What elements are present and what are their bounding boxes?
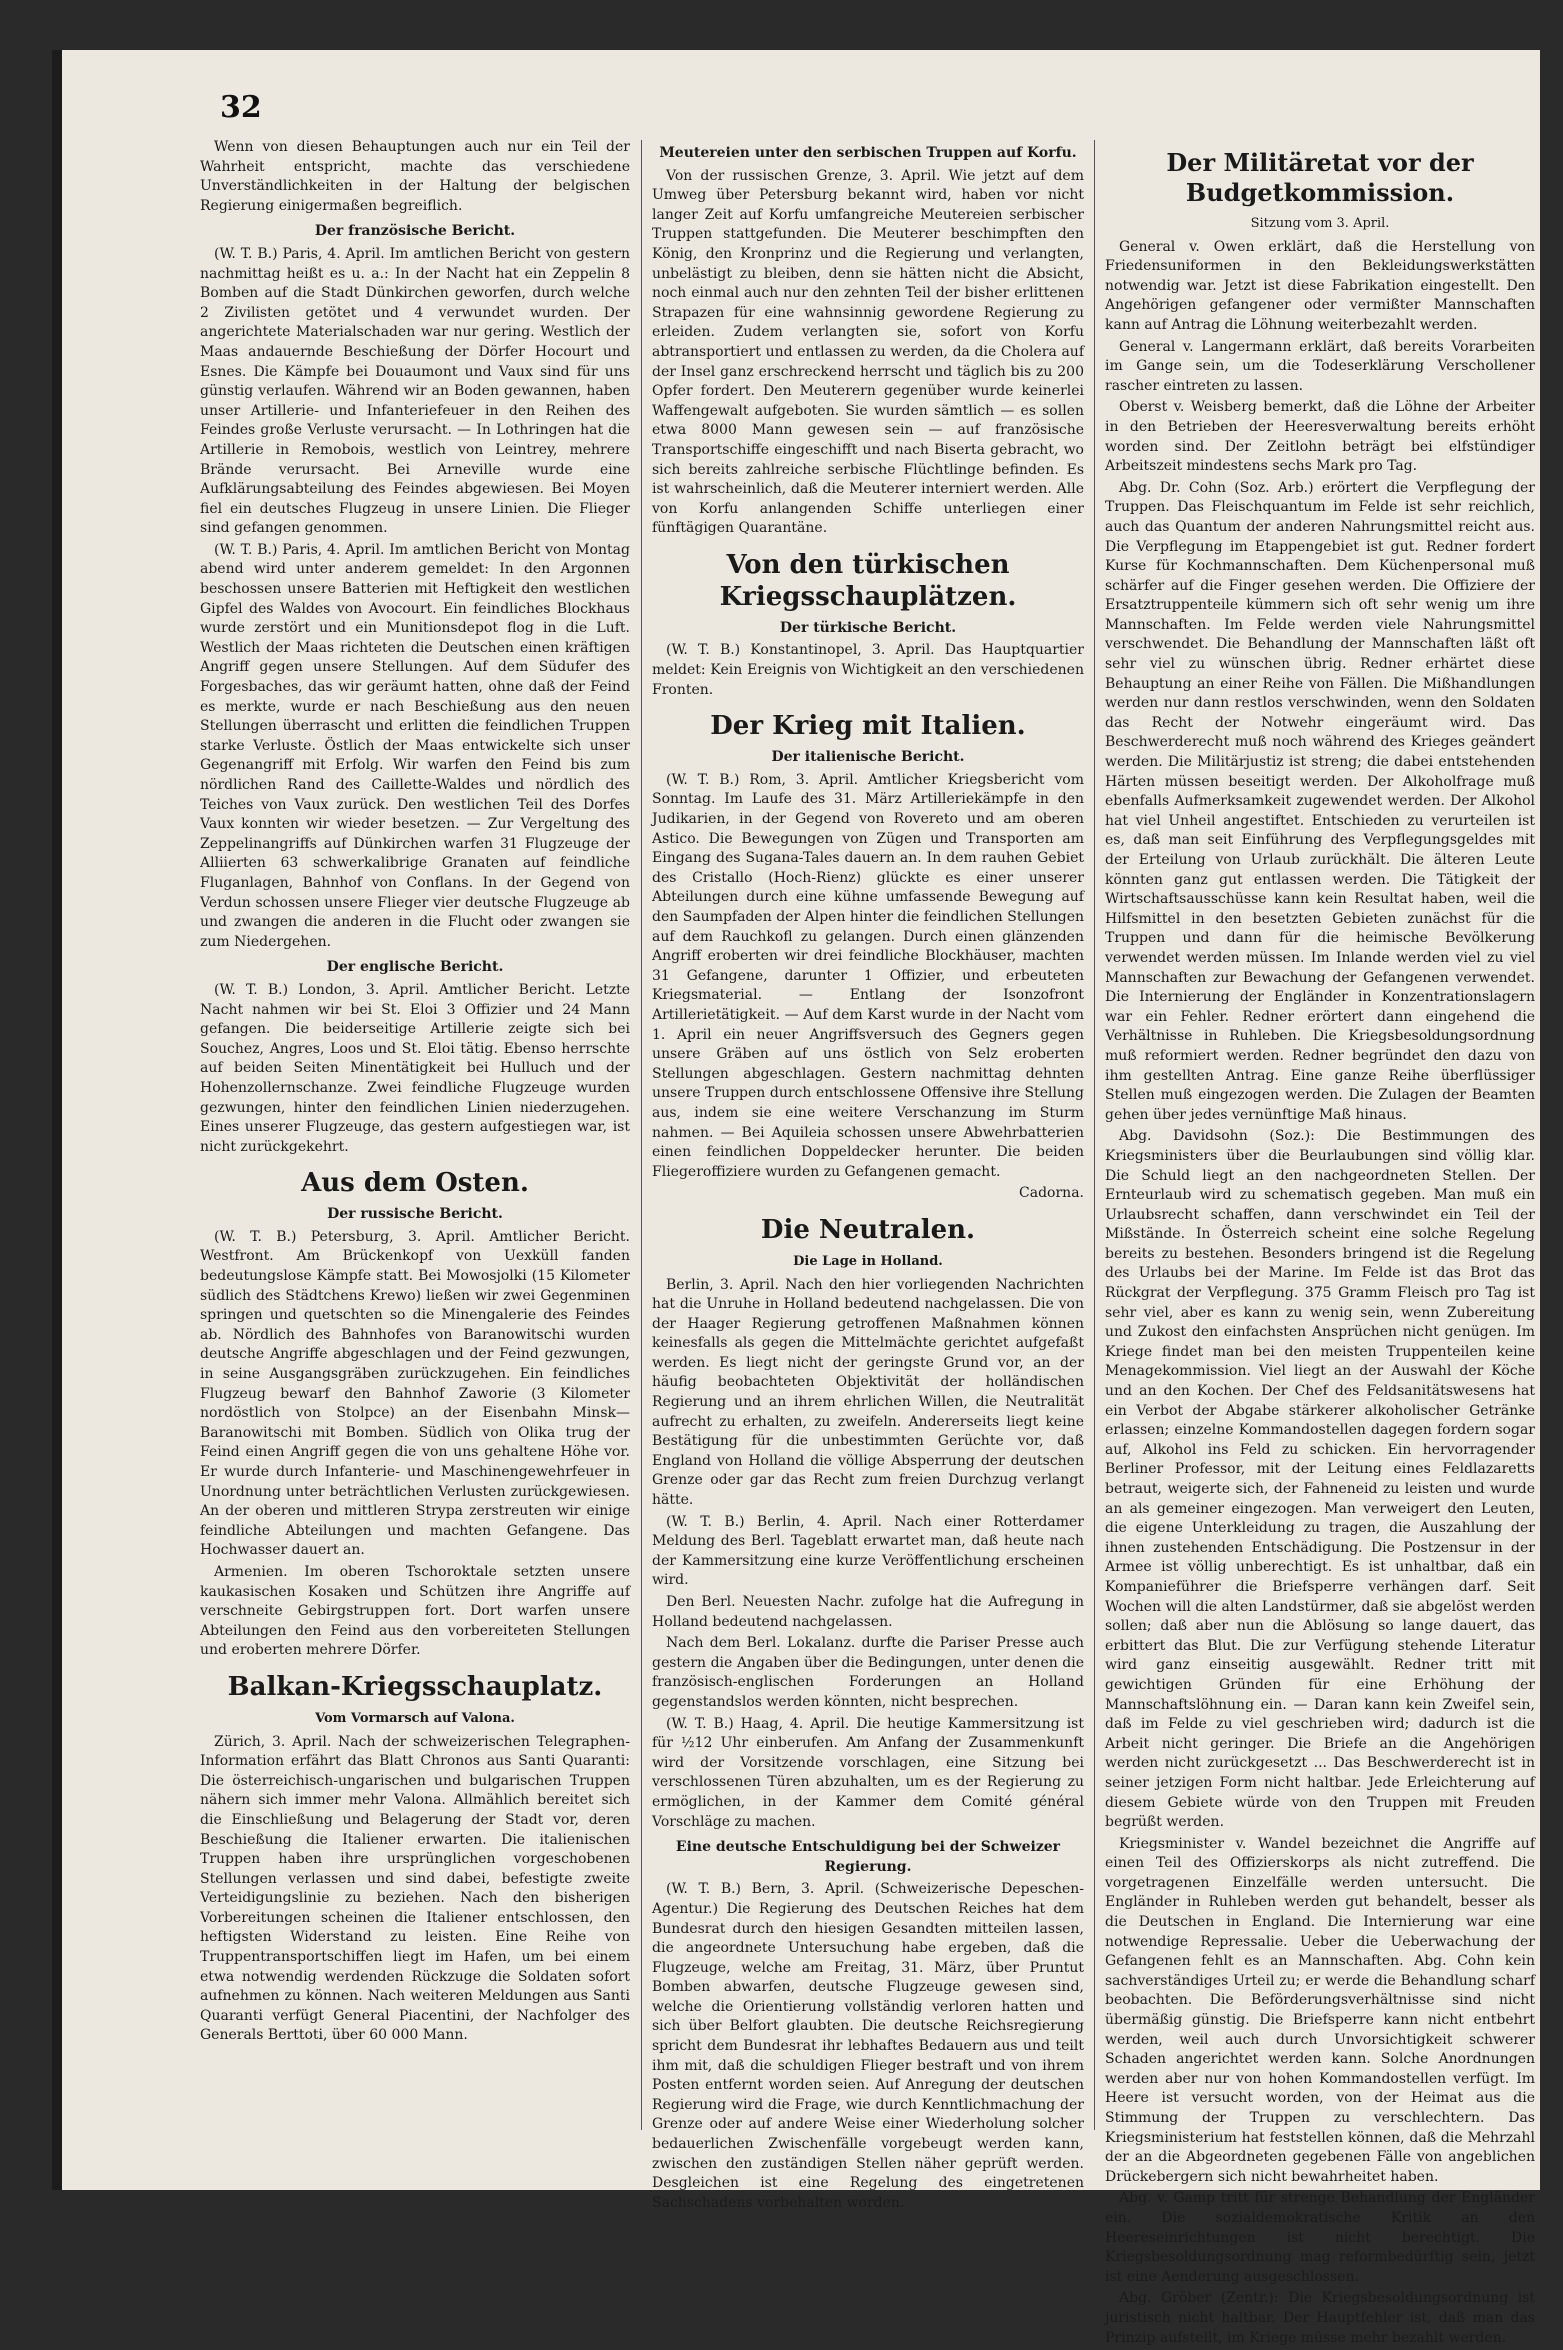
session-subheading: Sitzung vom 3. April. (1250, 216, 1390, 231)
article-paragraph: (W. T. B.) Konstantinopel, 3. April. Das Hauptquartier meldet: Kein Ereignis von Wichtigkeit an den verschiedenen Fronten. (652, 642, 1084, 698)
column-rule (641, 140, 642, 2130)
section-title-italy: Der Krieg mit Italien. (710, 711, 1026, 742)
article-paragraph: Abg. v. Gamp tritt für strenge Behandlung der Engländer ein. Die sozialdemokratische Kritik an den Heereseinrichtungen ist nicht berechtigt. Die Kriegsbesoldungsordnung mag reformbedürftig sein, jetzt ist eine Aenderung ausgeschlossen. (1105, 2190, 1535, 2285)
column-middle (652, 138, 1084, 2215)
article-paragraph: Kriegsminister v. Wandel bezeichnet die Angriffe auf einen Teil des Offizierskorps als nicht zutreffend. Die vorgetragenen Einzelfälle werden untersucht. Die Engländer in Ruhleben werden gut behandelt, besser als die Deutschen in England. Die Internierung war eine notwendige Repressalie. Ueber die Ueberwachung der Gefangenen fehlt es an Mannschaften. Abg. Cohn kein sachverständiges Urteil zu; er werde die Behandlung scharf beobachten. Die Beförderungsverhältnisse sind nicht übermäßig günstig. Die Briefsperre kann nicht entbehrt werden, weil auch durch Unvorsichtigkeit schwerer Schaden angerichtet werden kann. Solche Anordnungen werden aber nur von hohen Kommandostellen verfügt. Im Heere ist versucht worden, von der Heimat aus die Stimmung der Truppen zu verschlechtern. Das Kriegsministerium hat feststellen können, daß die Mehrzahl der an die Abgeordneten gegebenen Fälle von angeblichen Drückebergern sich nicht bewahrheitet haben. (1105, 1835, 1535, 2185)
column-right (1105, 138, 1535, 2350)
article-paragraph: Abg. Davidsohn (Soz.): Die Bestimmungen des Kriegsministers über die Beurlaubungen sind völlig klar. Die Schuld liegt an den nachgeordneten Stellen. Der Ernteurlaub wird zu schematisch gegeben. Man muß ein Urlaubsrecht schaffen, dann verschwindet ein Teil der Mißstände. In Österreich scheint eine solche Regelung bereits zu bestehen. Besonders bringend ist die Regelung des Urlaubs bei der Marine. Im Felde ist das Brot das Rückgrat der Verpflegung. 375 Gramm Fleisch pro Tag ist sehr viel, aber es kann zu wenig sein, wenn Zubereitung und Zukost den einfachsten Ansprüchen nicht genügen. Im Kriege findet man bei den meisten Truppenteilen keine Menagekommission. Viel liegt an der Auswahl der Köche und an den Kochen. Der Chef des Feldsanitätswesens hat ein Verbot der Abgabe stärkerer alkoholischer Getränke erlassen; einzelne Kommandostellen dagegen fordern sogar auf, Alkohol ins Feld zu schicken. Ein hervorragender Berliner Professor, mit der Leitung eines Feldlazaretts betraut, weigerte sich, der Fahneneid zu leisten und wurde an als gemeiner eingezogen. Man verweigert den Leuten, die eigene Unterkleidung zu tragen, die Auszahlung der ihnen zustehenden Entschädigung. Die Postzensur in der Armee ist völlig unberechtigt. Es ist unhaltbar, daß ein Kompanieführer die Briefsperre verhängen darf. Seit Wochen will die alten Landstürmer, daß sie abgelöst werden sollen; daß aber nun die Ablösung so lange dauert, das erbittert das Blut. Die zur Verfügung stehende Literatur wird ganz einseitig ausgewählt. Redner tritt mit gewichtigen Gründen für eine Erhöhung der Mannschaftslöhnung ein. — Daran kann kein Zweifel sein, daß im Felde zu viel geschrieben wird; dadurch ist die Arbeit nicht geringer. Die Briefe an die Angehörigen werden nicht zurückgesetzt ... Das Beschwerderecht ist in seiner jetzigen Form nicht haltbar. Jede Erleichterung auf diesem Gebiete würde von den Truppen mit Freuden begrüßt werden. (1105, 1128, 1535, 1831)
article-paragraph: Von der russischen Grenze, 3. April. Wie jetzt auf dem Umweg über Petersburg bekannt wird, haben vor nicht langer Zeit auf Korfu umfangreiche Meutereien serbischer Truppen stattgefunden. Die Meuterer beschimpften den König, den Kronprinz und die Regierung und verlangten, unbelästigt zu bleiben, denn sie hätten nicht die Absicht, noch einmal auch nur den zehnten Teil der bisher erlittenen Strapazen für eine wahnsinnig gewordene Regierung zu erleiden. Zudem verlangten sie, sofort von Korfu abtransportiert und entlassen zu werden, da die Cholera auf der Insel ganz erschreckend herrscht und täglich bis zu 200 Opfer fordert. Den Meuterern gegenüber wurde keinerlei Waffengewalt aufgeboten. Sie wurden sämtlich — es sollen etwa 8000 Mann gewesen sein — auf französische Transportschiffe eingeschifft und nach Biserta gebracht, wo sich bereits zahlreiche serbische Flüchtlinge befinden. Es ist wahrscheinlich, daß die Meuterer interniert werden. Alle von Korfu anlangenden Schiffe unterliegen einer fünftägigen Quarantäne. (652, 167, 1084, 537)
english-report-heading: Der englische Bericht. (326, 959, 504, 976)
article-paragraph: Berlin, 3. April. Nach den hier vorliegenden Nachrichten hat die Unruhe in Holland bedeutend nachgelassen. Die von der Haager Regierung getroffenen Maßnahmen können keinesfalls als gegen die Mittelmächte gerichtet aufgefaßt werden. Es liegt nicht der geringste Grund vor, an der häufig beobachteten Objektivität der holländischen Regierung und an ihrem ehrlichen Willen, die Neutralität aufrecht zu erhalten, zu zweifeln. Andererseits liegt keine Bestätigung für die unbestimmten Gerüchte vor, daß England von Holland die völlige Absperrung der deutschen Grenze oder gar das Recht zum freien Durchzug verlangt hätte. (652, 1276, 1084, 1509)
turkish-report-heading: Der türkische Bericht. (779, 619, 957, 636)
article-paragraph: (W. T. B.) Bern, 3. April. (Schweizerische Depeschen-Agentur.) Die Regierung des Deutschen Reiches hat dem Bundesrat durch den hiesigen Gesandten mitteilen lassen, die angeordnete Untersuchung habe ergeben, daß die Flugzeuge, welche am Freitag, 31. März, über Pruntut Bomben abwarfen, deutsche Flugzeuge gewesen sind, welche die Orientierung vollständig verloren hatten und sich über Belfort glaubten. Die deutsche Reichsregierung spricht dem Bundesrat ihr lebhaftes Bedauern aus und teilt ihm mit, daß die schuldigen Flieger bestraft und von ihrem Posten entfernt worden seien. Auf Anregung der deutschen Regierung wird die Frage, wie durch Kenntlichmachung der Grenze oder auf andere Weise einer Wiederholung solcher bedauerlichen Zwischenfälle vorgebeugt werden kann, zwischen den zuständigen Stellen näher geprüft werden. Desgleichen ist eine Regelung des eingetretenen Sachschadens vorbehalten worden. (652, 1881, 1084, 2211)
newspaper-page (52, 50, 1540, 2346)
section-title-turkish: Von den türkischen Kriegsschauplätzen. (719, 549, 1017, 612)
article-paragraph: General v. Owen erklärt, daß die Herstellung von Friedensuniformen in den Bekleidungswerkstätten notwendig war. Jetzt ist diese Fabrikation eingestellt. Den Angehörigen gefangener oder vermißter Mannschaften kann auf Antrag die Löhnung weiterbezahlt werden. (1105, 238, 1535, 333)
article-paragraph: Zürich, 3. April. Nach der schweizerischen Telegraphen-Information erfährt das Blatt Chronos aus Santi Quaranti: Die österreichisch-ungarischen und bulgarischen Truppen nähern sich immer mehr Valona. Allmählich bereitet sich die Einschließung und Belagerung der Stadt vor, deren Beschießung die Italiener erwarten. Die italienischen Truppen haben ihre ursprünglichen vorgeschobenen Stellungen verlassen und sind dabei, befestigte zweite Verteidigungslinie zu beziehen. Nach den bisherigen Vorbereitungen scheinen die Italiener entschlossen, den heftigsten Widerstand zu leisten. Eine Reihe von Truppentransportschiffen liegt im Hafen, um bei einem etwa notwendig werdenden Rückzuge die Soldaten sofort aufnehmen zu können. Nach weiteren Meldungen aus Santi Quaranti verfügt General Piacentini, der Nachfolger des Generals Berttoti, über 60 000 Mann. (200, 1733, 630, 2044)
section-title-balkan: Balkan-Kriegsschauplatz. (227, 1671, 603, 1702)
russian-report-heading: Der russische Bericht. (327, 1206, 503, 1223)
page-binding-edge (52, 50, 62, 2190)
article-paragraph: (W. T. B.) Petersburg, 3. April. Amtlicher Bericht. Westfront. Am Brückenkopf von Uexküll fanden bedeutungslose Kämpfe statt. Bei Mowosjolki (15 Kilometer südlich des Städtchens Krewo) ließen wir zwei Gegenminen springen und quetschten so die Minengalerie des Feindes ab. Nördlich des Bahnhofes von Baranowitschi wurden deutsche Angriffe abgeschlagen und der Feind gezwungen, in seine Ausgangsgräben zurückzugehen. Ein feindliches Flugzeug bewarf den Bahnhof Zaworie (3 Kilometer nordöstlich von Stolpce) an der Eisenbahn Minsk—Baranowitschi mit Bomben. Südlich von Olika trug der Feind einen Angriff gegen die von uns gehaltene Höhe vor. Er wurde durch Infanterie- und Maschinengewehrfeuer in Unordnung unter beträchtlichen Verlusten zurückgewiesen. An der oberen und mittleren Strypa zerstreuten wir einige feindliche Abteilungen und machten Gefangene. Das Hochwasser dauert an. (200, 1228, 630, 1559)
balkan-subheading: Vom Vormarsch auf Valona. (315, 1710, 515, 1726)
article-paragraph: (W. T. B.) Paris, 4. April. Im amtlichen Bericht von Montag abend wird unter anderem gemeldet: In den Argonnen beschossen unsere Batterien mit Heftigkeit den westlichen Gipfel des Waldes von Avocourt. Ein feindliches Blockhaus wurde zerstört und ein Munitionsdepot flog in die Luft. Westlich der Maas richteten die Deutschen einen kräftigen Angriff gegen unsere Stellungen. Auf dem Südufer des Forgesbaches, das wir geräumt hatten, ohne daß der Feind es merkte, wurde er nach Beschießung aus den neuen Stellungen überrascht und erlitten die feindlichen Truppen starke Verluste. Östlich der Maas entwickelte sich unser Gegenangriff mit Erfolg. Wir warfen den Feind bis zum nördlichen Rand des Caillette-Waldes und nördlich des Teiches von Vaux zurück. Den westlichen Teil des Dorfes Vaux konnten wir wieder besetzen. — Zur Vergeltung des Zeppelinangriffs auf Dünkirchen warfen 31 Flugzeuge der Alliierten 63 schwerkalibrige Granaten auf feindliche Fluganlagen, Bahnhof von Conflans. In der Gegend von Verdun schossen unsere Flieger vier deutsche Flugzeuge ab und zwangen die anderen in die Flucht oder zwangen sie zum Niedergehen. (200, 541, 630, 950)
intro-paragraph: Wenn von diesen Behauptungen auch nur ein Teil der Wahrheit entspricht, machte das verschiedene Unverständlichkeiten in der Haltung der belgischen Regierung einigermaßen begreiflich. (200, 139, 630, 214)
signature: Cadorna. (1019, 1185, 1084, 1202)
article-paragraph: Abg. Dr. Cohn (Soz. Arb.) erörtert die Verpflegung der Truppen. Das Fleischquantum im Felde ist sehr reichlich, auch das Quantum der anderen Nahrungsmittel reicht aus. Die Verpflegung im Etappengebiet ist gut. Redner fordert Kurse für Kochmannschaften. Dem Küchenpersonal muß schärfer auf die Finger gesehen werden. Die Offiziere der Ersatztruppenteile kümmern sich oft sehr wenig um ihre Mannschaften. Im Felde werden viele Nahrungsmittel verschwendet. Die Behandlung der Mannschaften läßt oft sehr viel zu wünschen übrig. Redner erhärtet diese Behauptung an einer Reihe von Fällen. Die Mißhandlungen werden nur dann restlos verschwinden, wenn den Soldaten das Recht der Notwehr eingeräumt wird. Das Beschwerderecht muß noch während des Krieges geändert werden. Die Militärjustiz ist streng; die dabei entstehenden Härten müssen beseitigt werden. Der Alkoholfrage muß ebenfalls Aufmerksamkeit zugewendet werden. Der Alkohol hat viel Unheil angestiftet. Entschieden zu verurteilen ist es, daß man seit Einführung des Verpflegungsgeldes mit der Erteilung von Urlaub zurückhält. Die älteren Leute könnten ganz gut entlassen werden. Die Tätigkeit der Wirtschaftsausschüsse kann kein Resultat haben, weil die Hilfsmittel in den besetzten Gebieten zunächst für die Truppen und dann für die heimische Bevölkerung verwendet werden müssen. Im Inlande werden viel zu viel Mannschaften zur Bewachung der Gefangenen verwendet. Die Internierung der Engländer in Konzentrationslagern war ein Fehler. Redner erörtert dann eingehend die Verhältnisse in Ruhleben. Die Kriegsbesoldungsordnung muß reformiert werden. Redner begründet den dazu von ihm gestellten Antrag. Eine ganze Reihe überflüssiger Stellen muß eingezogen werden. Die Zulagen der Beamten gehen über jedes vernünftige Maß hinaus. (1105, 479, 1535, 1123)
article-paragraph: Oberst v. Weisberg bemerkt, daß die Löhne der Arbeiter in den Betrieben der Heeresverwaltung bereits erhöht worden sind. Der Zeitlohn beträgt bei elfstündiger Arbeitszeit mindestens sechs Mark pro Tag. (1105, 399, 1535, 475)
page-number: 32 (220, 90, 262, 125)
article-paragraph: General v. Langermann erklärt, daß bereits Vorarbeiten im Gange sein, um die Todeserklärung Verschollener rascher eintreten zu lassen. (1105, 338, 1535, 394)
article-paragraph: Armenien. Im oberen Tschoroktale setzten unsere kaukasischen Kosaken und Schützen ihre Angriffe auf verschneite Gebirgstruppen fort. Dort warfen unsere Abteilungen den Feind aus den vorbereiteten Stellungen und eroberten mehrere Dörfer. (200, 1563, 630, 1659)
article-paragraph: (W. T. B.) London, 3. April. Amtlicher Bericht. Letzte Nacht nahmen wir bei St. Eloi 3 Offizier und 24 Mann gefangen. Die beiderseitige Artillerie zeigte sich bei Souchez, Angres, Loos und St. Eloi tätig. Ebenso herrschte auf beiden Seiten Minentätigkeit bei Hulluch und der Hohenzollernschanze. Zwei feindliche Flugzeuge wurden gezwungen, hinter den feindlichen Linien niederzugehen. Eines unserer Flugzeuge, das gestern aufgestiegen war, ist nicht zurückgekehrt. (200, 981, 630, 1155)
section-title-military-budget: Der Militäretat vor der Budgetkommission. (1166, 148, 1474, 207)
article-paragraph: Abg. Gröber (Zentr.): Die Kriegsbesoldungsordnung ist juristisch nicht haltbar. Der Hauptfehler ist, daß man das Prinzip aufstellt, im Kriege müsse mehr bezahlt werden. (1105, 2290, 1535, 2346)
article-paragraph: (W. T. B.) Rom, 3. April. Amtlicher Kriegsbericht vom Sonntag. Im Laufe des 31. März Artilleriekämpfe in den Judikarien, in der Gegend von Rovereto und am oberen Astico. Die Bewegungen von Zügen und Transporten am Eingang des Sugana-Tales dauern an. In dem rauhen Gebiet des Cristallo (Hoch-Rienz) glückte es einer unserer Abteilungen durch eine kühne umfassende Bewegung auf den Saumpfaden der Alpen hinter die feindlichen Stellungen auf dem Rauchkofl zu gelangen. Durch einen glänzenden Angriff eroberten wir drei feindliche Blockhäuser, machten 31 Gefangene, darunter 1 Offizier, und erbeuteten Kriegsmaterial. — Entlang der Isonzofront Artillerietätigkeit. — Auf dem Karst wurde in der Nacht vom 1. April ein neuer Angriffsversuch des Gegners gegen unsere Gräben auf uns östlich von Selz eroberten Stellungen abgeschlagen. Gestern nachmittag dehnten unsere Truppen durch entschlossene Offensive ihre Stellung aus, indem sie eine weitere Verschanzung im Sturm nahmen. — Bei Aquileia schossen unsere Abwehrbatterien einen feindlichen Doppeldecker herunter. Die beiden Fliegeroffiziere wurden zu Gefangenen gemacht. (652, 771, 1084, 1180)
column-rule (1094, 140, 1095, 2130)
article-paragraph: (W. T. B.) Haag, 4. April. Die heutige Kammersitzung ist für ½12 Uhr einberufen. Am Anfang der Zusammenkunft wird der Vorsitzende vorschlagen, eine Sitzung bei verschlossenen Türen abzuhalten, um es der Regierung zu ermöglichen, in der Kammer dem Comité général Vorschläge zu machen. (652, 1715, 1084, 1830)
serbian-mutiny-heading: Meutereien unter den serbischen Truppen auf Korfu. (659, 145, 1077, 161)
neutrals-subheading: Die Lage in Holland. (793, 1253, 943, 1269)
section-title-osten: Aus dem Osten. (301, 1168, 529, 1199)
section-title-neutrals: Die Neutralen. (760, 1214, 976, 1245)
article-paragraph: Den Berl. Neuesten Nachr. zufolge hat die Aufregung in Holland bedeutend nachgelassen. (652, 1594, 1084, 1630)
column-left (200, 138, 630, 2048)
french-report-heading: Der französische Bericht. (314, 223, 516, 240)
article-paragraph: (W. T. B.) Berlin, 4. April. Nach einer Rotterdamer Meldung des Berl. Tageblatt erwartet man, daß heute nach der Kammersitzung eine kurze Veröffentlichung erscheinen wird. (652, 1513, 1084, 1589)
swiss-apology-heading: Eine deutsche Entschuldigung bei der Schweizer Regierung. (675, 1839, 1061, 1875)
article-paragraph: (W. T. B.) Paris, 4. April. Im amtlichen Bericht von gestern nachmittag heißt es u. a.: In der Nacht hat ein Zeppelin 8 Bomben auf die Stadt Dünkirchen geworfen, durch welche 2 Zivilisten getötet und 4 verwundet wurden. Der angerichtete Materialschaden war nur gering. Westlich der Maas andauernde Beschießung der Dörfer Hocourt und Esnes. Die Kämpfe bei Douaumont und Vaux sind für uns günstig verlaufen. Während wir an Boden gewannen, haben unser Artillerie- und Infanteriefeuer in den Reihen des Feindes große Verluste verursacht. — In Lothringen hat die Artillerie in Remobois, westlich von Leintrey, mehrere Brände verursacht. Bei Arneville wurde eine Aufklärungsabteilung des Feindes abgewiesen. Bei Moyen fiel ein deutsches Flugzeug in unsere Linien. Die Flieger sind gefangen genommen. (200, 245, 630, 537)
article-paragraph: Nach dem Berl. Lokalanz. durfte die Pariser Presse auch gestern die Angaben über die Bedingungen, unter denen die französisch-englischen Forderungen an Holland gegenstandslos werden könnten, nicht besprechen. (652, 1635, 1084, 1710)
italian-report-heading: Der italienische Bericht. (771, 749, 965, 766)
